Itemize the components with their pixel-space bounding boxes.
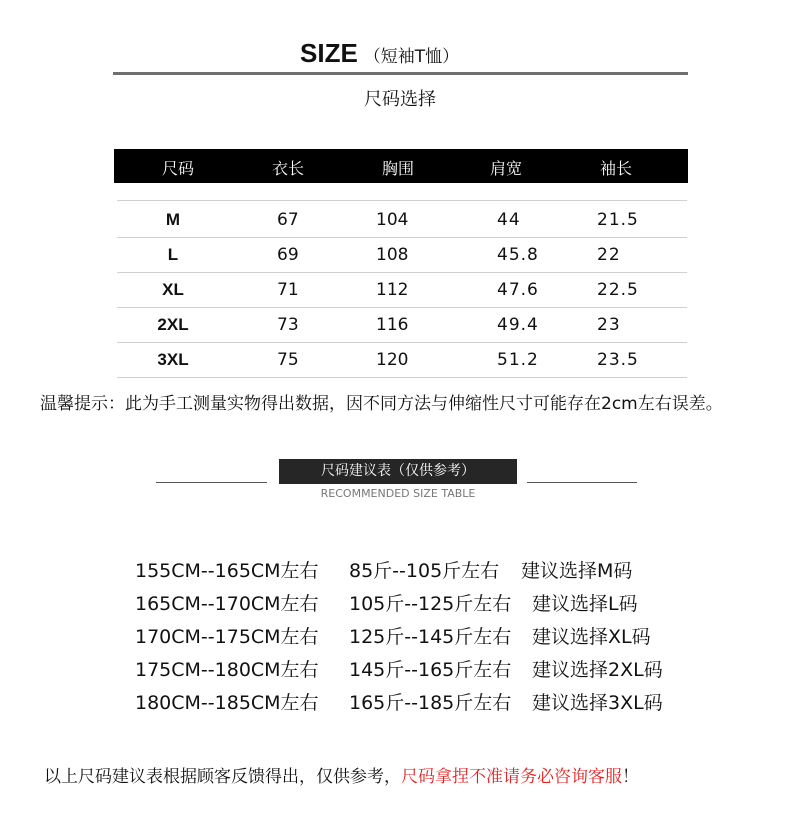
recommend-row	[0, 688, 800, 718]
page-title	[300, 38, 459, 69]
recommend-row	[0, 622, 800, 652]
table-row	[117, 272, 687, 308]
recommend-row	[0, 589, 800, 619]
cell-chest: 108	[376, 245, 409, 265]
cell-size: XL	[162, 280, 184, 299]
rec-advice: 建议选择L码	[532, 593, 638, 615]
col-header-shoulder: 肩宽	[489, 159, 522, 178]
cell-shoulder: 49.4	[497, 315, 539, 335]
cell-size: 2XL	[157, 315, 189, 334]
rec-advice: 建议选择M码	[521, 560, 633, 582]
cell-chest: 116	[376, 315, 409, 335]
title-divider	[113, 72, 688, 75]
footer-note	[44, 762, 639, 787]
table-divider	[117, 200, 687, 201]
table-row	[117, 202, 687, 238]
size-table-header	[114, 149, 688, 183]
cell-shoulder: 45.8	[497, 245, 539, 265]
recommend-row	[0, 655, 800, 685]
cell-chest: 112	[376, 280, 409, 300]
rec-divider-left	[156, 482, 267, 483]
cell-length: 71	[277, 280, 299, 300]
cell-sleeve: 23.5	[597, 350, 639, 370]
cell-sleeve: 22.5	[597, 280, 639, 300]
col-header-length: 衣长	[271, 159, 304, 178]
cell-sleeve: 22	[597, 245, 621, 265]
rec-advice: 建议选择3XL码	[532, 692, 663, 714]
col-header-sleeve: 袖长	[599, 159, 632, 178]
rec-height: 155CM--165CM左右	[135, 560, 319, 582]
rec-height: 180CM--185CM左右	[135, 692, 319, 714]
cell-length: 75	[277, 350, 299, 370]
cell-sleeve: 21.5	[597, 210, 639, 230]
cell-size: L	[167, 245, 179, 264]
rec-weight: 85斤--105斤左右	[349, 560, 500, 582]
rec-height: 175CM--180CM左右	[135, 659, 319, 681]
cell-length: 73	[277, 315, 299, 335]
cell-chest: 104	[376, 210, 409, 230]
rec-weight: 105斤--125斤左右	[349, 593, 512, 615]
table-row	[117, 237, 687, 273]
title-size: SIZE	[300, 38, 358, 68]
note-highlight: 尺码拿捏不准请务必咨询客服	[401, 767, 622, 787]
table-row	[117, 307, 687, 343]
recommend-row	[0, 556, 800, 586]
recommend-subtitle: RECOMMENDED SIZE TABLE	[320, 487, 476, 500]
rec-height: 165CM--170CM左右	[135, 593, 319, 615]
cell-size: M	[165, 210, 181, 229]
cell-shoulder: 51.2	[497, 350, 539, 370]
note-text: 以上尺码建议表根据顾客反馈得出，仅供参考，	[44, 767, 401, 787]
cell-chest: 120	[376, 350, 409, 370]
col-header-size: 尺码	[161, 159, 194, 178]
rec-advice: 建议选择2XL码	[532, 659, 663, 681]
cell-length: 67	[277, 210, 299, 230]
cell-shoulder: 47.6	[497, 280, 539, 300]
cell-sleeve: 23	[597, 315, 621, 335]
title-subtitle: （短袖T恤）	[363, 47, 460, 67]
rec-advice: 建议选择XL码	[532, 626, 651, 648]
note-end: ！	[622, 767, 639, 787]
measurement-tip: 温馨提示：此为手工测量实物得出数据，因不同方法与伸缩性尺寸可能存在2cm左右误差。	[40, 394, 723, 414]
cell-shoulder: 44	[497, 210, 521, 230]
rec-weight: 145斤--165斤左右	[349, 659, 512, 681]
rec-height: 170CM--175CM左右	[135, 626, 319, 648]
rec-weight: 165斤--185斤左右	[349, 692, 512, 714]
rec-weight: 125斤--145斤左右	[349, 626, 512, 648]
section-title: 尺码选择	[364, 89, 436, 110]
cell-size: 3XL	[157, 350, 189, 369]
col-header-chest: 胸围	[381, 159, 414, 178]
rec-divider-right	[527, 482, 637, 483]
table-row	[117, 342, 687, 378]
cell-length: 69	[277, 245, 299, 265]
recommend-title: 尺码建议表（仅供参考）	[279, 459, 517, 484]
